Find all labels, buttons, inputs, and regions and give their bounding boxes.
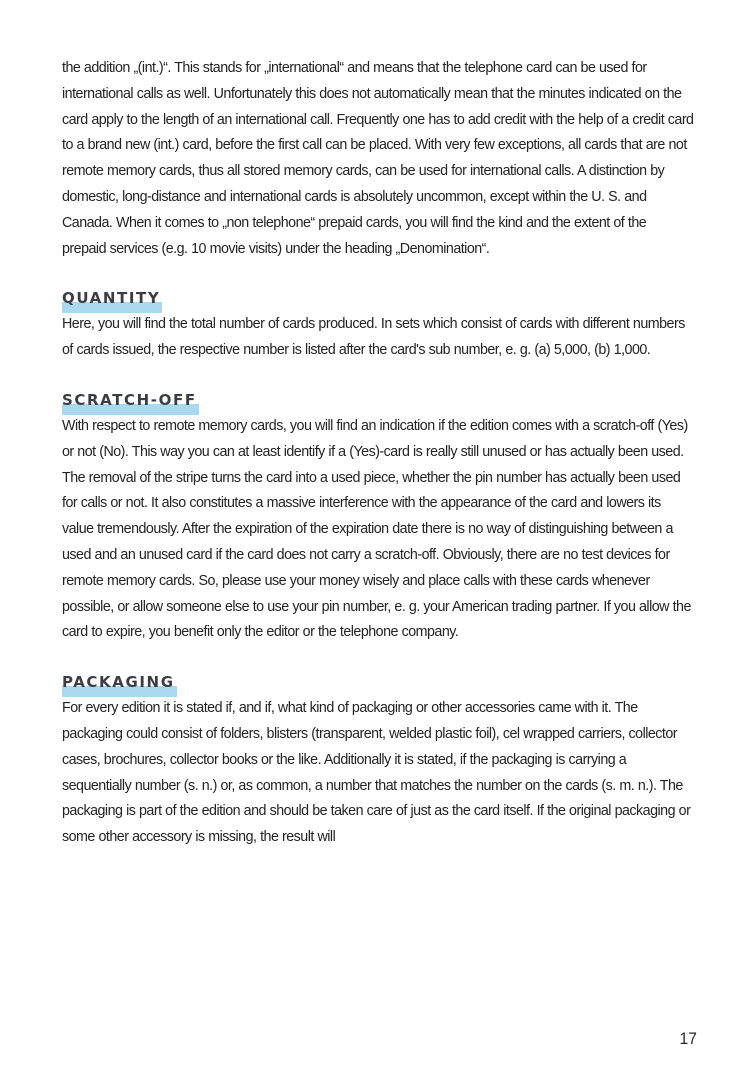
section-scratch-off bbox=[62, 389, 694, 645]
section-body-packaging: For every edition it is stated if, and if, what kind of packaging or other accessories came with it. The packaging could consist of folders, blisters (transparent, welded plastic foil), cel wrapped carriers, collector cases, brochures, collector books or the like. Additionally it is stated, if the packaging is carrying a sequentially number (s. n.) or, as common, a number that matches the number on the cards (s. m. n.). The packaging is part of the edition and should be taken care of just as the card itself. If the original packaging or some other accessory is missing, the result will bbox=[62, 699, 691, 846]
section-quantity bbox=[62, 287, 694, 363]
section-heading-quantity bbox=[62, 287, 162, 310]
document-page bbox=[62, 55, 694, 850]
section-packaging bbox=[62, 671, 694, 850]
section-heading-text: PACKAGING bbox=[62, 673, 175, 692]
section-body-quantity: Here, you will find the total number of cards produced. In sets which consist of cards with different numbers of cards issued, the respective number is listed after the card's sub number, e. g. (a) 5,000, (b) 1,000. bbox=[62, 315, 685, 359]
section-body-scratch-off: With respect to remote memory cards, you will find an indication if the edition comes with a scratch-off (Yes) or not (No). This way you can at least identify if a (Yes)-card is really still unused or has actually been used. The removal of the stripe turns the card into a used piece, whether the pin number has actually been used for calls or not. It also constitutes a massive interference with the appearance of the card and lowers its value tremendously. After the expiration of the expiration date there is no way of distinguishing between a used and an unused card if the card does not carry a scratch-off. Obviously, there are no test devices for remote memory cards. So, please use your money wisely and place calls with these cards whenever possible, or allow someone else to use your pin number, e. g. your American trading partner. If you allow the card to expire, you benefit only the editor or the telephone company. bbox=[62, 416, 691, 641]
intro-paragraph: the addition „(int.)“. This stands for „international“ and means that the telephone card can be used for international calls as well. Unfortunately this does not automatically mean that the minutes indicated on the card apply to the length of an international call. Frequently one has to add credit with the help of a credit card to a brand new (int.) card, before the first call can be placed. With very few exceptions, all cards that are not remote memory cards, thus all stored memory cards, can be used for international calls. A distinction by domestic, long-distance and international cards is absolutely uncommon, except within the U. S. and Canada. When it comes to „non telephone“ prepaid cards, you will find the kind and the extent of the prepaid services (e.g. 10 movie visits) under the heading „Denomination“. bbox=[62, 59, 694, 257]
section-heading-text: QUANTITY bbox=[62, 289, 161, 308]
section-heading-scratch-off bbox=[62, 389, 199, 412]
page-number: 17 bbox=[679, 1029, 697, 1048]
section-heading-packaging bbox=[62, 671, 177, 694]
section-heading-text: SCRATCH-OFF bbox=[62, 390, 197, 409]
